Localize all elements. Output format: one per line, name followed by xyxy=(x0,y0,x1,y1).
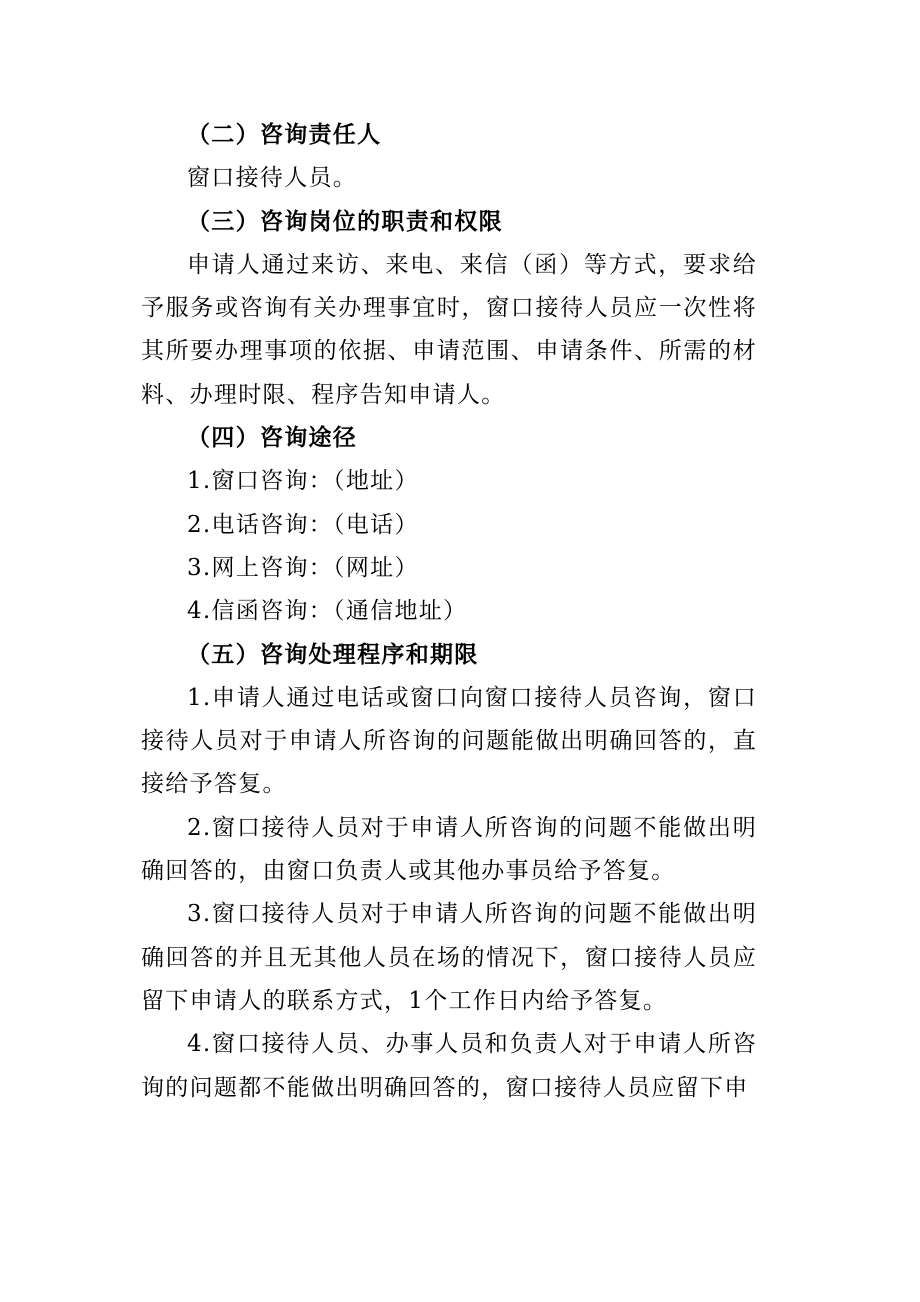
document-body xyxy=(141,114,757,1110)
channel-item-letter: 4.信函咨询：（通信地址） xyxy=(187,598,468,625)
channel-item-phone: 2.电话咨询：（电话） xyxy=(187,511,419,538)
channel-item-window: 1.窗口咨询：（地址） xyxy=(187,468,419,495)
section-heading-responsible-person: （二）咨询责任人 xyxy=(187,122,382,148)
procedure-item-1: 1.申请人通过电话或窗口向窗口接待人员咨询，窗口接待人员对于申请人所咨询的问题能做出明确回答的，直接给予答复。 xyxy=(141,684,757,798)
section-heading-procedure: （五）咨询处理程序和期限 xyxy=(187,641,479,668)
procedure-item-2: 2.窗口接待人员对于申请人所咨询的问题不能做出明确回答的，由窗口负责人或其他办事员给予答复。 xyxy=(141,814,757,885)
section-heading-channels: （四）咨询途径 xyxy=(187,425,358,452)
channel-item-online: 3.网上咨询：（网址） xyxy=(187,554,419,581)
procedure-item-3: 3.窗口接待人员对于申请人所咨询的问题不能做出明确回答的并且无其他人员在场的情况下，窗口接待人员应留下申请人的联系方式，1个工作日内给予答复。 xyxy=(141,901,757,1014)
section-body-responsible-person: 窗口接待人员。 xyxy=(187,165,358,192)
procedure-item-4: 4.窗口接待人员、办事人员和负责人对于申请人所咨询的问题都不能做出明确回答的，窗口接待人员应留下申 xyxy=(141,1031,757,1101)
section-body-duties: 申请人通过来访、来电、来信（函）等方式，要求给予服务或咨询有关办理事宜时，窗口接待人员应一次性将其所要办理事项的依据、申请范围、申请条件、所需的材料、办理时限、程序告知申请人。 xyxy=(141,251,757,408)
section-heading-duties: （三）咨询岗位的职责和权限 xyxy=(187,208,503,235)
